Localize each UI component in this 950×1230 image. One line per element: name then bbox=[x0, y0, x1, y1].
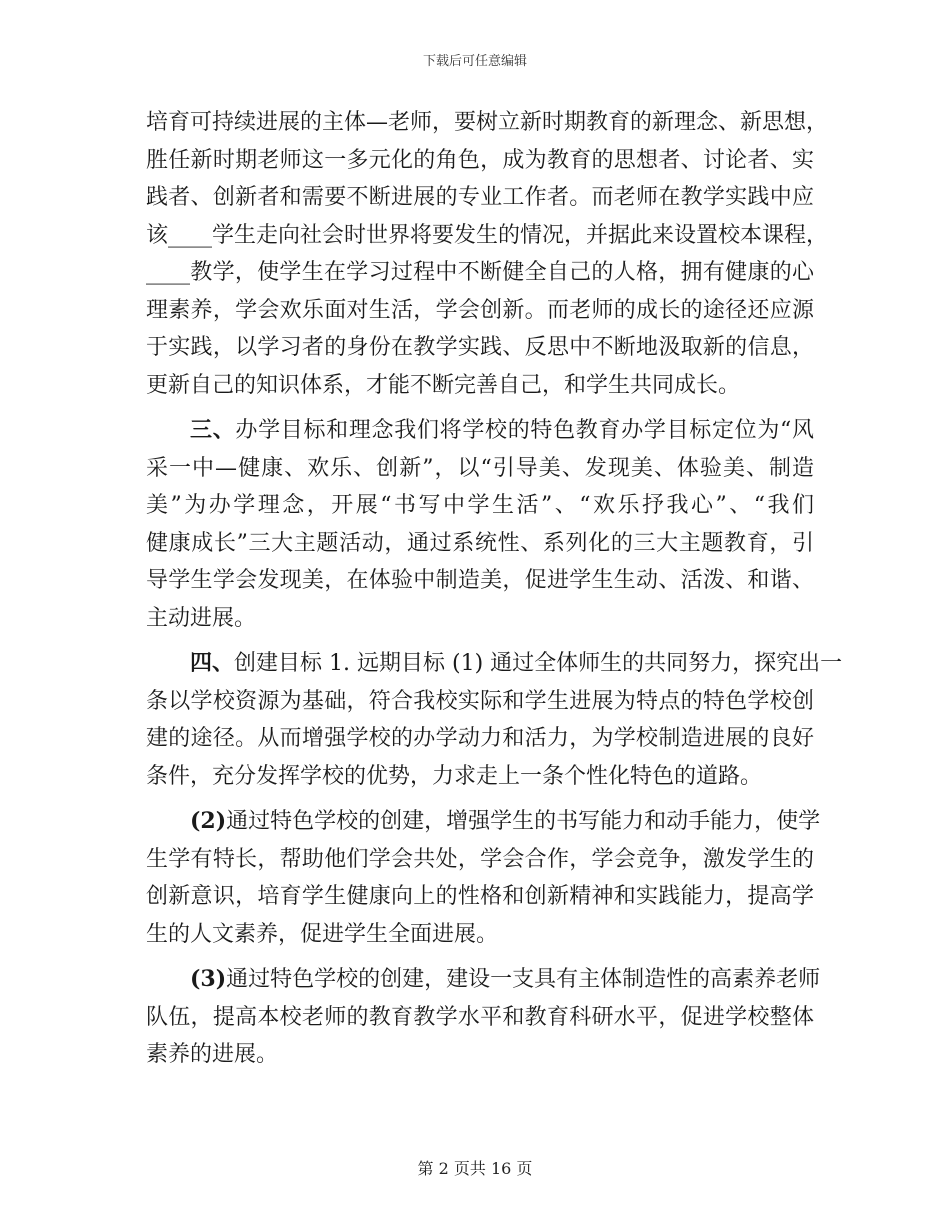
text-line: 素养的进展。 bbox=[146, 1042, 279, 1067]
paragraph-item-3 bbox=[146, 961, 821, 1074]
page-number: 第 2 页共 16 页 bbox=[417, 1159, 533, 1178]
paragraph-item-2 bbox=[146, 803, 821, 953]
text-line: ____教学，使学生在学习过程中不断健全自己的人格，拥有健康的心 bbox=[146, 260, 814, 285]
text-line: 理素养，学会欢乐面对生活，学会创新。而老师的成长的途径还应源 bbox=[146, 297, 814, 323]
text-line: 建的途径。从而增强学校的办学动力和活力，为学校制造进展的良好 bbox=[146, 726, 814, 751]
text-line: 条件，充分发挥学校的优势，力求走上一条个性化特色的道路。 bbox=[146, 763, 763, 789]
text-line: 主动进展。 bbox=[146, 605, 257, 631]
text-line: 条以学校资源为基础，符合我校实际和学生进展为特点的特色学校创 bbox=[146, 688, 814, 714]
page-header: 下载后可任意编辑 bbox=[422, 54, 527, 69]
text-line: 生学有特长，帮助他们学会共处，学会合作，学会竞争，激发学生的 bbox=[146, 846, 814, 872]
item-number: (2) bbox=[190, 808, 227, 834]
paragraph-teacher-development bbox=[146, 104, 829, 404]
text-line: 健康成长”三大主题活动，通过系统性、系列化的三大主题教育，引 bbox=[146, 530, 814, 556]
text-line: 队伍，提高本校老师的教育教学水平和教育科研水平，促进学校整体 bbox=[146, 1004, 814, 1030]
text-line: 培育可持续进展的主体—老师，要树立新时期教育的新理念、新思想， bbox=[146, 110, 829, 135]
paragraph-section-three bbox=[146, 412, 814, 637]
text-line: 三、办学目标和理念我们将学校的特色教育办学目标定位为“风 bbox=[190, 417, 814, 443]
text-line: 于实践，以学习者的身份在教学实践、反思中不断地汲取新的信息， bbox=[146, 335, 814, 360]
text-line: 该____学生走向社会时世界将要发生的情况，并据此来设置校本课程， bbox=[146, 222, 829, 248]
text-line: 美”为办学理念，开展“书写中学生活”、“欢乐抒我心”、“我们 bbox=[146, 493, 814, 518]
text-line: 四、创建目标 1. 远期目标 (1) 通过全体师生的共同努力，探究出一 bbox=[190, 650, 843, 676]
document-body bbox=[146, 104, 843, 1082]
text-line: (3)通过特色学校的创建，建设一支具有主体制造性的高素养老师 bbox=[190, 966, 821, 992]
section-heading: 四、 bbox=[190, 650, 235, 676]
text-line: 践者、创新者和需要不断进展的专业工作者。而老师在教学实践中应 bbox=[146, 185, 814, 210]
text-line: 更新自己的知识体系，才能不断完善自己，和学生共同成长。 bbox=[146, 372, 741, 398]
text-line: 生的人文素养，促进学生全面进展。 bbox=[146, 921, 499, 947]
text-line: 导学生学会发现美，在体验中制造美，促进学生生动、活泼、和谐、 bbox=[146, 568, 814, 593]
text-line: 采一中—健康、欢乐、创新”，以“引导美、发现美、体验美、制造 bbox=[146, 455, 814, 481]
text-line: 胜任新时期老师这一多元化的角色，成为教育的思想者、讨论者、实 bbox=[146, 147, 814, 173]
paragraph-section-four bbox=[146, 645, 843, 795]
section-heading: 三、 bbox=[190, 417, 236, 443]
text-line: (2)通过特色学校的创建，增强学生的书写能力和动手能力，使学 bbox=[190, 808, 821, 834]
text-line: 创新意识，培育学生健康向上的性格和创新精神和实践能力，提高学 bbox=[146, 884, 814, 909]
item-number: (3) bbox=[190, 966, 227, 992]
